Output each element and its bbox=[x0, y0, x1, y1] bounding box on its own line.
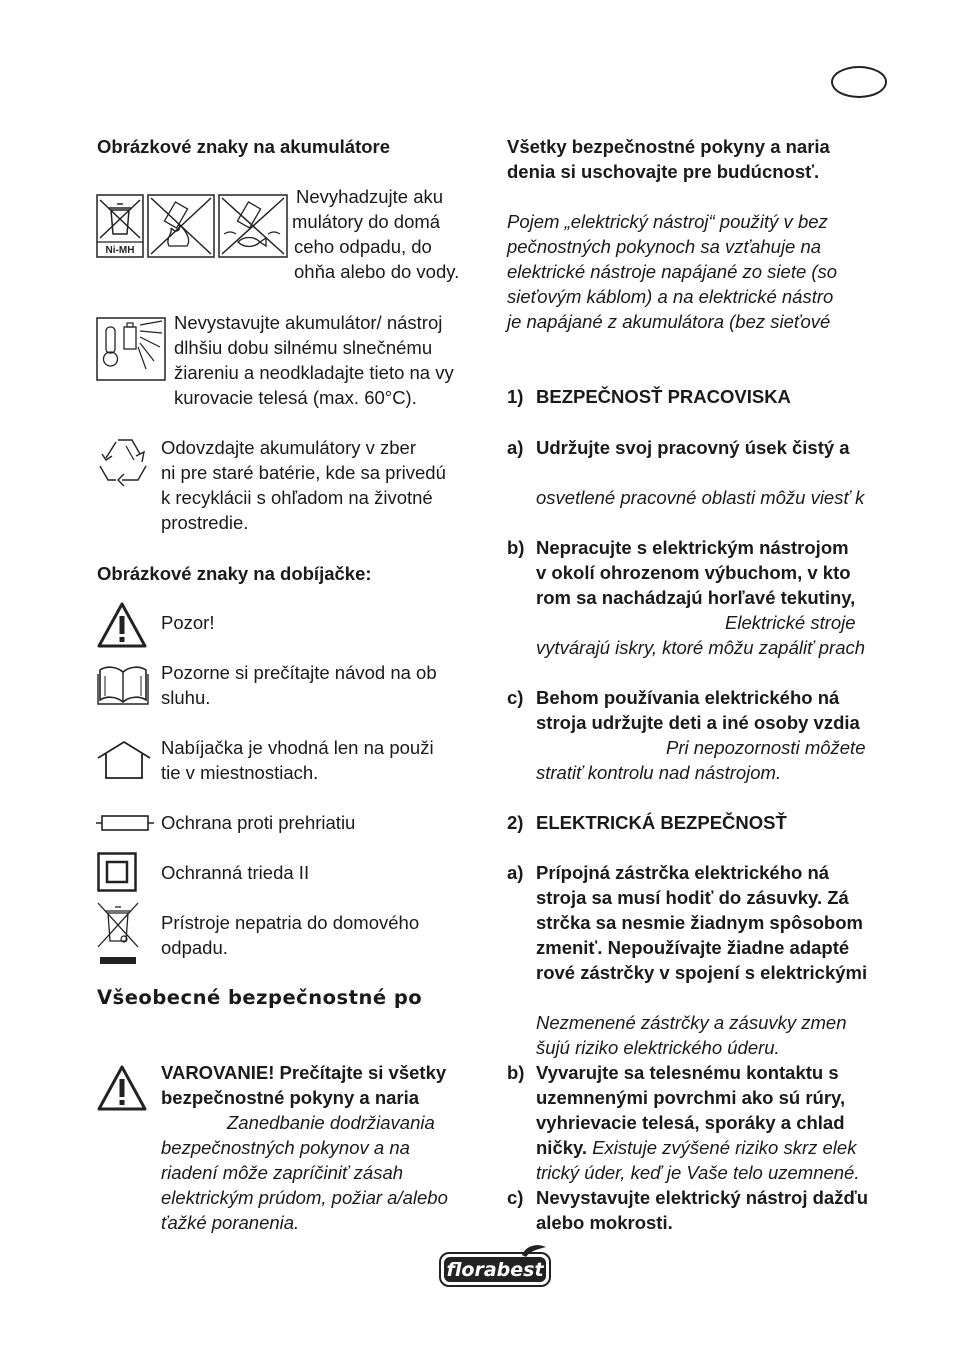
section-1-number: 1) bbox=[507, 386, 524, 407]
item-1b-italic-1: Elektrické stroje bbox=[725, 612, 856, 633]
open-book-icon bbox=[96, 664, 150, 706]
keep-instructions-2: denia si uschovajte pre budúcnosť. bbox=[507, 161, 820, 182]
item-2b-label: b) bbox=[507, 1062, 525, 1083]
sun-heat-thermometer-icon bbox=[96, 317, 166, 381]
item-1c-bold-1: Behom používania elektrického ná bbox=[536, 687, 840, 708]
manual-text-2: sluhu. bbox=[161, 687, 211, 708]
house-indoor-icon bbox=[96, 740, 152, 780]
recycle-text-2: ni pre staré batérie, kde sa privedú bbox=[161, 462, 446, 483]
item-2b-bold-1: Vyvarujte sa telesnému kontaktu s bbox=[536, 1062, 839, 1083]
recycle-text-1: Odovzdajte akumulátory v zber bbox=[161, 437, 417, 458]
general-safety-heading: Všeobecné bezpečnostné po bbox=[97, 986, 423, 1009]
disposal-text-1: Nevyhadzujte aku bbox=[296, 186, 444, 207]
no-fire-icon bbox=[147, 194, 215, 258]
crossed-bin-nimh-icon bbox=[96, 194, 144, 258]
disposal-text-4: ohňa alebo do vody. bbox=[294, 261, 460, 282]
item-1a-italic: osvetlené pracovné oblasti môžu viesť k bbox=[536, 487, 865, 508]
overheat-text: Ochrana proti prehriatiu bbox=[161, 812, 356, 833]
section-2-title: ELEKTRICKÁ BEZPEČNOSŤ bbox=[536, 812, 787, 833]
item-2c-bold-2: alebo mokrosti. bbox=[536, 1212, 673, 1233]
warning-triangle-icon-2 bbox=[96, 1064, 148, 1112]
recycle-text-4: prostredie. bbox=[161, 512, 249, 533]
term-text-3: elektrické nástroje napájané zo siete (so bbox=[507, 261, 838, 282]
florabest-logo bbox=[438, 1243, 552, 1289]
item-2b-bold-2: uzemnenými povrchmi ako sú rúry, bbox=[536, 1087, 846, 1108]
no-water-icon bbox=[218, 194, 288, 258]
warning-italic-4: elektrickým prúdom, požiar a/alebo bbox=[161, 1187, 448, 1208]
language-indicator-oval bbox=[831, 66, 887, 98]
disposal-text-2: mulátory do domá bbox=[292, 211, 441, 232]
item-2b-italic: trický úder, keď je Vaše telo uzemnené. bbox=[536, 1162, 860, 1183]
item-2b-mixed-italic: Existuje zvýšené riziko skrz elek bbox=[587, 1137, 857, 1158]
item-2c-bold-1: Nevystavujte elektrický nástroj dažďu bbox=[536, 1187, 869, 1208]
heat-text-4: kurovacie telesá (max. 60°C). bbox=[174, 387, 417, 408]
indoor-text-1: Nabíjačka je vhodná len na použi bbox=[161, 737, 434, 758]
item-1c-italic-2: stratiť kontrolu nad nástrojom. bbox=[536, 762, 782, 783]
item-2a-bold-4: zmeniť. Nepoužívajte žiadne adapté bbox=[536, 937, 850, 958]
term-text-2: pečnostných pokynoch sa vzťahuje na bbox=[507, 236, 822, 257]
thermal-fuse-icon bbox=[96, 813, 154, 833]
class-ii-text: Ochranná trieda II bbox=[161, 862, 310, 883]
section-2-number: 2) bbox=[507, 812, 524, 833]
charger-symbols-heading: Obrázkové znaky na dobíjačke: bbox=[97, 563, 372, 584]
item-2a-italic-1: Nezmenené zástrčky a zásuvky zmen bbox=[536, 1012, 847, 1033]
item-1b-label: b) bbox=[507, 537, 525, 558]
weee-bin-icon bbox=[96, 901, 140, 965]
protection-class-ii-icon bbox=[97, 852, 137, 892]
item-2a-bold-5: rové zástrčky v spojení s elektrickými bbox=[536, 962, 868, 983]
term-text-5: je napájané z akumulátora (bez sieťové bbox=[507, 311, 831, 332]
warning-italic-3: riadení môže zapríčiniť zásah bbox=[161, 1162, 404, 1183]
item-1c-label: c) bbox=[507, 687, 524, 708]
item-1b-bold-3: rom sa nachádzajú horľavé tekutiny, bbox=[536, 587, 856, 608]
term-text-4: sieťovým káblom) a na elektrické nástro bbox=[507, 286, 834, 307]
warning-italic-1: Zanedbanie dodržiavania bbox=[227, 1112, 435, 1133]
weee-text-1: Prístroje nepatria do domového bbox=[161, 912, 420, 933]
caution-text: Pozor! bbox=[161, 612, 215, 633]
recycle-text-3: k recyklácii s ohľadom na životné bbox=[161, 487, 433, 508]
recycle-icon bbox=[96, 434, 154, 488]
indoor-text-2: tie v miestnostiach. bbox=[161, 762, 319, 783]
warning-triangle-icon bbox=[96, 601, 148, 649]
item-1a-bold: Udržujte svoj pracovný úsek čistý a bbox=[536, 437, 850, 458]
item-2a-bold-1: Prípojná zástrčka elektrického ná bbox=[536, 862, 830, 883]
item-1a-label: a) bbox=[507, 437, 524, 458]
item-2c-label: c) bbox=[507, 1187, 524, 1208]
item-2b-mixed-bold: ničky. bbox=[536, 1137, 588, 1158]
warning-italic-5: ťažké poranenia. bbox=[161, 1212, 300, 1233]
item-1b-italic-2: vytvárajú iskry, ktoré môžu zapáliť prach bbox=[536, 637, 866, 658]
manual-text-1: Pozorne si prečítajte návod na ob bbox=[161, 662, 437, 683]
item-1c-bold-2: stroja udržujte deti a iné osoby vzdia bbox=[536, 712, 860, 733]
disposal-text-3: ceho odpadu, do bbox=[294, 236, 432, 257]
item-1b-bold-2: v okolí ohrozenom výbuchom, v kto bbox=[536, 562, 851, 583]
item-2a-italic-2: šujú riziko elektrického úderu. bbox=[536, 1037, 780, 1058]
battery-symbols-heading: Obrázkové znaky na akumulátore bbox=[97, 136, 391, 157]
svg-text:Ni-MH: Ni-MH bbox=[105, 245, 135, 256]
warning-bold-1: VAROVANIE! Prečítajte si všetky bbox=[161, 1062, 447, 1083]
svg-text:florabest: florabest bbox=[446, 1259, 544, 1281]
warning-italic-2: bezpečnostných pokynov a na bbox=[161, 1137, 410, 1158]
weee-text-2: odpadu. bbox=[161, 937, 228, 958]
item-1c-italic-1: Pri nepozornosti môžete bbox=[666, 737, 866, 758]
heat-text-2: dlhšiu dobu silnému slnečnému bbox=[174, 337, 433, 358]
item-2a-bold-3: strčka sa nesmie žiadnym spôsobom bbox=[536, 912, 863, 933]
item-2a-label: a) bbox=[507, 862, 524, 883]
heat-text-3: žiareniu a neodkladajte tieto na vy bbox=[174, 362, 454, 383]
keep-instructions-1: Všetky bezpečnostné pokyny a naria bbox=[507, 136, 830, 157]
heat-text-1: Nevystavujte akumulátor/ nástroj bbox=[174, 312, 443, 333]
section-1-title: BEZPEČNOSŤ PRACOVISKA bbox=[536, 386, 791, 407]
item-2a-bold-2: stroja sa musí hodiť do zásuvky. Zá bbox=[536, 887, 849, 908]
term-text-1: Pojem „elektrický nástroj“ použitý v bez bbox=[507, 211, 828, 232]
item-2b-bold-3: vyhrievacie telesá, sporáky a chlad bbox=[536, 1112, 845, 1133]
warning-bold-2: bezpečnostné pokyny a naria bbox=[161, 1087, 420, 1108]
item-2b-mixed-line bbox=[536, 1135, 856, 1160]
item-1b-bold-1: Nepracujte s elektrickým nástrojom bbox=[536, 537, 849, 558]
